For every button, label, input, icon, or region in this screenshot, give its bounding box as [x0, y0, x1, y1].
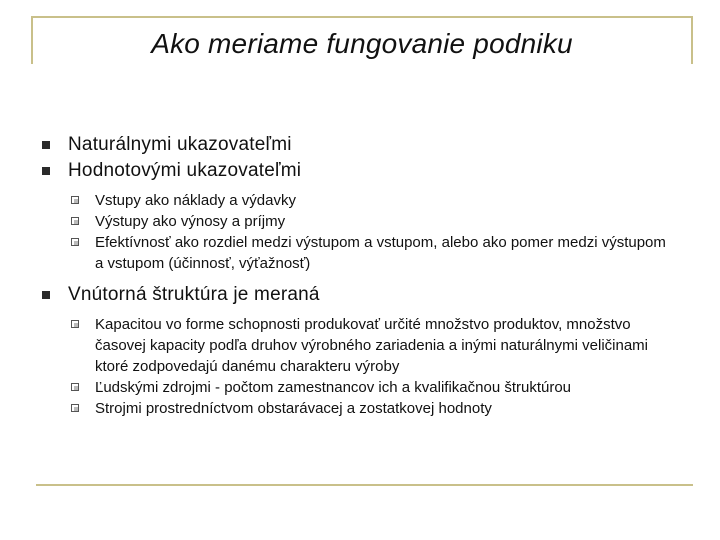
hollow-square-bullet-icon: [71, 217, 79, 225]
sub-bullet-item: [38, 232, 678, 274]
bullet-item-1: [38, 132, 678, 158]
sub-bullet-item: [38, 211, 678, 232]
bullet-item-text: Hodnotovými ukazovateľmi: [68, 160, 302, 181]
sub-bullet-text: Kapacitou vo forme schopnosti produkovať určité množstvo produktov, množstvo časovej kapacity podľa druhov výrobného zariadenia a inými naturálnymi veličinami ktoré zodpovedajú danému charakteru výroby: [95, 316, 648, 375]
square-bullet-icon: [42, 291, 50, 299]
sub-bullet-item: [38, 377, 678, 398]
square-bullet-icon: [42, 141, 50, 149]
sub-bullet-text: Strojmi prostredníctvom obstarávacej a zostatkovej hodnoty: [95, 400, 492, 417]
bullet-item-text: Naturálnymi ukazovateľmi: [68, 134, 292, 155]
hollow-square-bullet-icon: [71, 404, 79, 412]
sub-bullet-text: Výstupy ako výnosy a príjmy: [95, 213, 286, 230]
sub-bullet-item: [38, 398, 678, 419]
bullet-item-2: [38, 158, 678, 184]
hollow-square-bullet-icon: [71, 196, 79, 204]
bullet-item-text: Vnútorná štruktúra je meraná: [68, 284, 320, 305]
title-frame-top-line: [31, 16, 693, 18]
footer-divider-line: [36, 484, 693, 486]
sub-bullet-text: Vstupy ako náklady a výdavky: [95, 192, 296, 209]
bullet-item-3: [38, 282, 678, 308]
hollow-square-bullet-icon: [71, 238, 79, 246]
sub-bullet-item: [38, 190, 678, 211]
slide-content: [38, 132, 678, 419]
sub-bullet-text: Efektívnosť ako rozdiel medzi výstupom a vstupom, alebo ako pomer medzi výstupom a vstupom (účinnosť, výťažnosť): [95, 234, 666, 272]
slide-title: Ako meriame fungovanie podniku: [151, 28, 573, 59]
hollow-square-bullet-icon: [71, 320, 79, 328]
sub-bullet-text: Ľudskými zdrojmi - počtom zamestnancov ich a kvalifikačnou štruktúrou: [95, 379, 572, 396]
square-bullet-icon: [42, 167, 50, 175]
sub-bullet-item: [38, 314, 678, 377]
hollow-square-bullet-icon: [71, 383, 79, 391]
